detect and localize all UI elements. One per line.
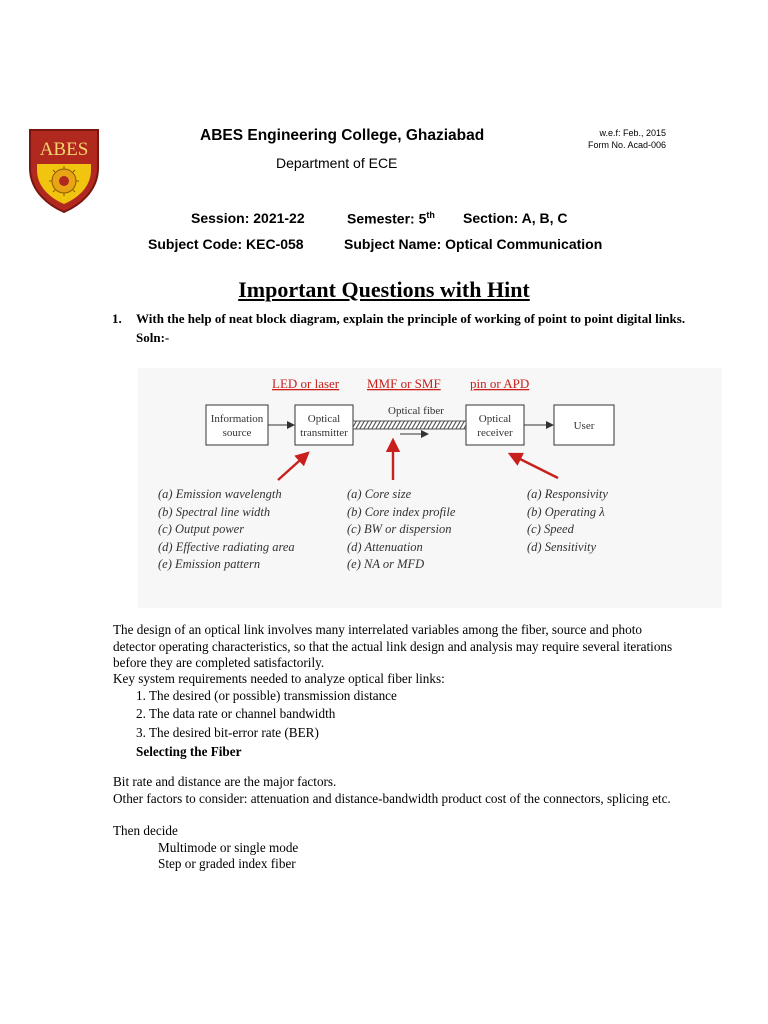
tx-property: (d) Effective radiating area (158, 540, 295, 554)
list-item: 3. The desired bit-error rate (BER) (136, 725, 319, 740)
red-arrow-receiver (510, 454, 558, 478)
label-mmf-smf: MMF or SMF (367, 376, 441, 391)
optical-fiber (353, 421, 466, 429)
department: Department of ECE (276, 155, 398, 171)
block-optical-receiver (466, 405, 524, 445)
subject-code: Subject Code: KEC-058 (148, 236, 304, 252)
college-name: ABES Engineering College, Ghaziabad (200, 127, 485, 144)
semester: Semester: 5th (347, 210, 435, 227)
fiber-property: (d) Attenuation (347, 540, 423, 554)
block-text: Information (210, 413, 264, 425)
subject-name: Subject Name: Optical Communication (344, 236, 603, 252)
fiber-property: (c) BW or dispersion (347, 522, 452, 536)
section: Section: A, B, C (463, 210, 568, 226)
page-title: Important Questions with Hint (238, 277, 530, 302)
paragraph-design: The design of an optical link involves many interrelated variables among the fiber, source and photo detector operating characteristics, so that the actual link design and analysis may require several iterations before they are completed satisfactorily. (113, 622, 673, 670)
rx-property: (a) Responsivity (527, 487, 608, 501)
block-text: Optical (307, 413, 341, 425)
form-info (588, 127, 666, 151)
rx-property: (b) Operating λ (527, 505, 605, 519)
block-text: source (222, 427, 252, 439)
fiber-label: Optical fiber (388, 405, 444, 417)
label-led-laser: LED or laser (272, 376, 340, 391)
block-optical-transmitter (295, 405, 353, 445)
block-text: transmitter (300, 427, 348, 439)
red-arrow-transmitter (278, 453, 308, 480)
form-number: Form No. Acad-006 (588, 140, 667, 150)
fiber-property: (e) NA or MFD (347, 557, 425, 571)
tx-property: (c) Output power (158, 522, 245, 536)
logo-text: ABES (39, 139, 89, 160)
block-information-source (206, 405, 268, 445)
list-item: 2. The data rate or channel bandwidth (136, 706, 336, 721)
question-text: With the help of neat block diagram, explain the principle of working of point to point digital links. (136, 311, 686, 326)
block-diagram (138, 368, 722, 608)
abes-logo (28, 128, 100, 214)
question-number: 1. (112, 311, 122, 326)
paragraph-other-factors: Other factors to consider: attenuation and distance-bandwidth product cost of the connectors, splicing etc. (113, 791, 671, 806)
wef-date: w.e.f: Feb., 2015 (599, 128, 667, 138)
tx-property: (e) Emission pattern (158, 557, 261, 571)
tx-property: (b) Spectral line width (158, 505, 271, 519)
rx-property: (c) Speed (527, 522, 574, 536)
block-text: Optical (478, 413, 512, 425)
paragraph-then-decide: Then decide (113, 823, 178, 838)
question-1 (112, 309, 692, 347)
block-text: receiver (477, 427, 513, 439)
session: Session: 2021-22 (191, 210, 305, 226)
subheading-selecting-fiber: Selecting the Fiber (136, 744, 242, 759)
rx-property: (d) Sensitivity (527, 540, 597, 554)
decide-item: Multimode or single mode (158, 840, 299, 855)
list-item: 1. The desired (or possible) transmission distance (136, 688, 397, 703)
block-diagram-svg (138, 368, 722, 608)
solution-label: Soln:- (136, 330, 170, 345)
label-pin-apd: pin or APD (470, 376, 530, 391)
paragraph-requirements: Key system requirements needed to analyze optical fiber links: (113, 671, 445, 686)
paragraph-bit-rate: Bit rate and distance are the major factors. (113, 774, 337, 789)
fiber-property: (b) Core index profile (347, 505, 456, 519)
decide-item: Step or graded index fiber (158, 856, 296, 871)
fiber-property: (a) Core size (347, 487, 412, 501)
tx-property: (a) Emission wavelength (158, 487, 282, 501)
block-text: User (573, 420, 595, 432)
